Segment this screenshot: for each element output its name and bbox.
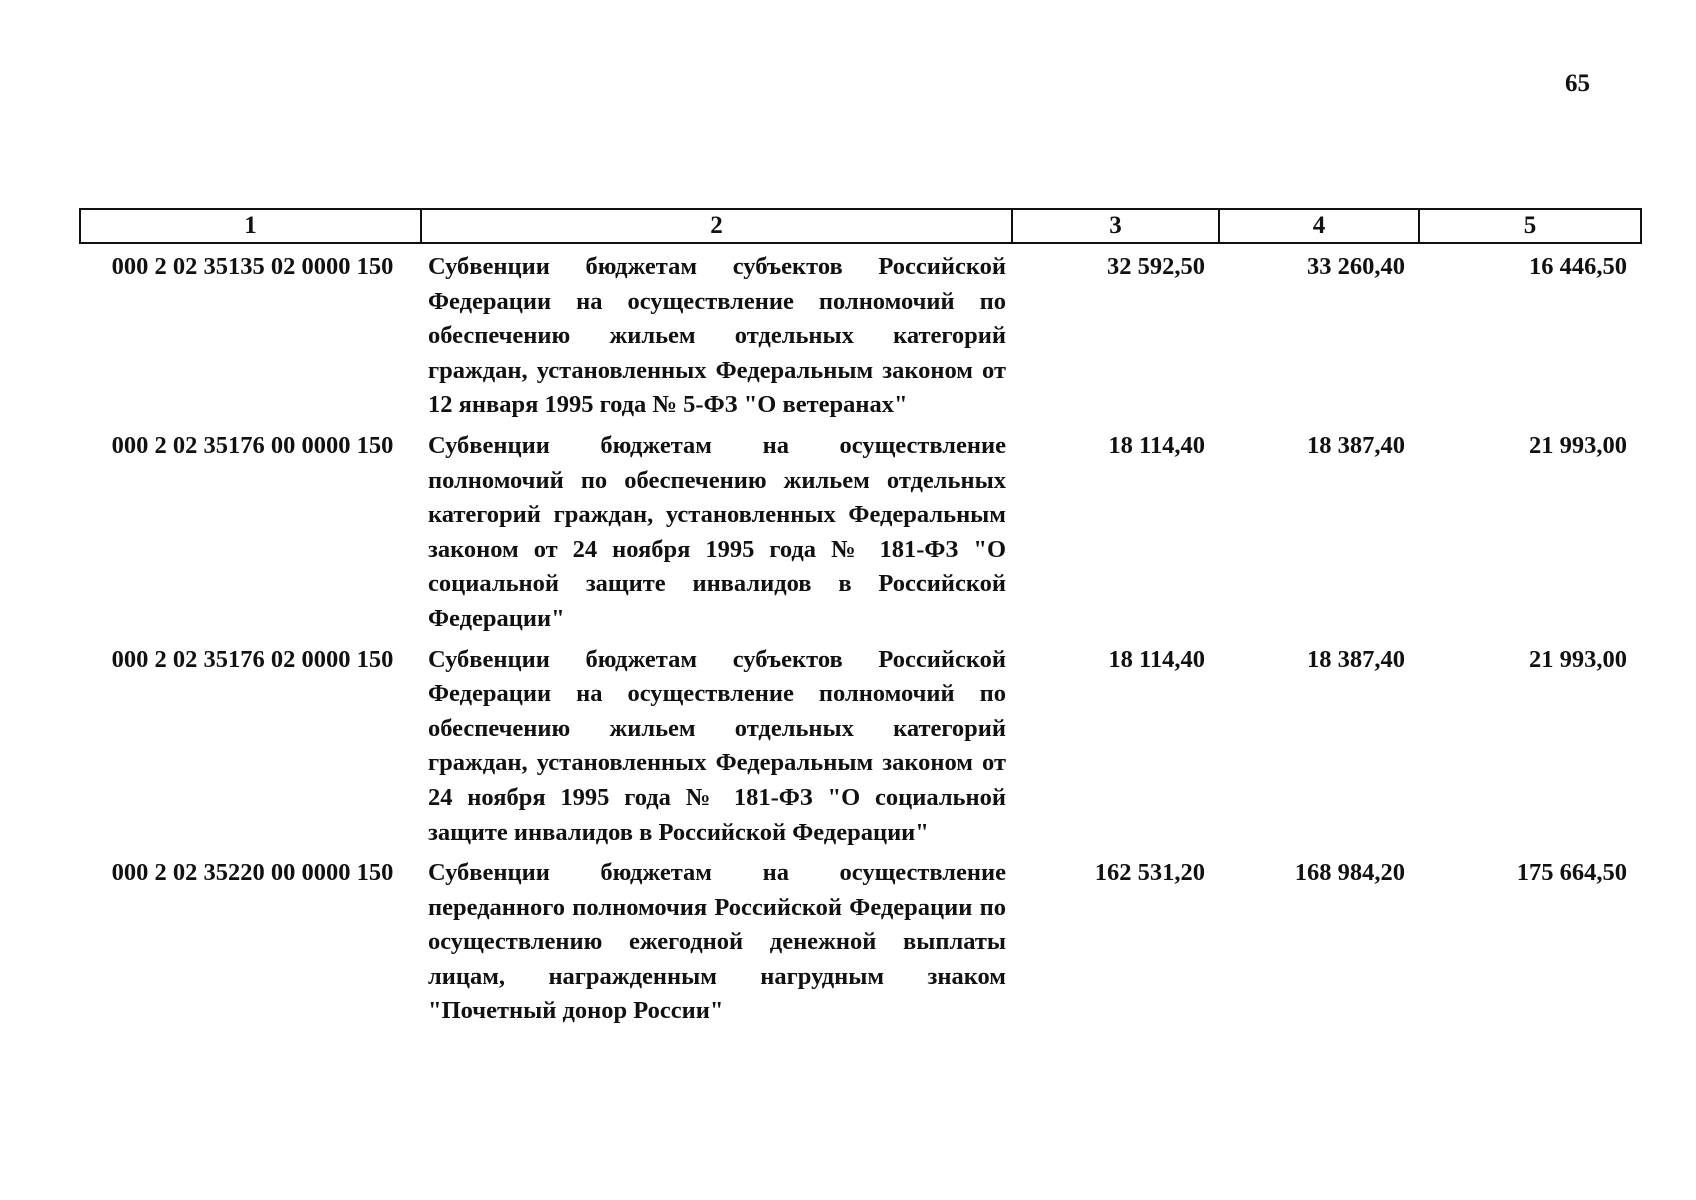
table-row	[80, 637, 1641, 851]
header-col-2: 2	[421, 209, 1012, 243]
table-body	[80, 243, 1641, 1029]
value-col-5: 21 993,00	[1529, 431, 1627, 459]
header-col-4: 4	[1219, 209, 1419, 243]
page-number: 65	[1565, 70, 1590, 97]
budget-table	[79, 208, 1642, 1029]
header-col-1: 1	[80, 209, 421, 243]
value-col-5: 16 446,50	[1529, 253, 1627, 280]
header-col-3: 3	[1012, 209, 1219, 243]
value-col-5: 21 993,00	[1529, 645, 1627, 673]
description: Субвенции бюджетам на осуществление полномочий по обеспечению жильем отдельных категорий граждан, установленных Федеральным законом от 24 ноября 1995 года № 181-ФЗ "О социальной защите инвалидов в Российской Федерации"	[428, 431, 1006, 632]
value-col-3: 162 531,20	[1094, 859, 1205, 887]
value-col-4: 168 984,20	[1294, 859, 1405, 887]
description: Субвенции бюджетам субъектов Российской Федерации на осуществление полномочий по обеспечению жильем отдельных категорий граждан, установленных Федеральным законом от 24 ноября 1995 года № 181-ФЗ "О социальной защите инвалидов в Российской Федерации"	[428, 645, 1006, 846]
table-header	[80, 209, 1641, 243]
description: Субвенции бюджетам на осуществление переданного полномочия Российской Федерации по осуществлению ежегодной денежной выплаты лицам, награжденным нагрудным знаком "Почетный донор России"	[428, 859, 1006, 1025]
header-row	[80, 209, 1641, 243]
header-col-5: 5	[1419, 209, 1641, 243]
budget-code: 000 2 02 35176 00 0000 150	[111, 431, 394, 459]
table-row	[80, 243, 1641, 423]
value-col-3: 18 114,40	[1108, 645, 1205, 673]
table-row	[80, 423, 1641, 637]
value-col-4: 18 387,40	[1307, 645, 1405, 673]
value-col-3: 18 114,40	[1108, 431, 1205, 459]
budget-code: 000 2 02 35135 02 0000 150	[111, 253, 394, 280]
value-col-3: 32 592,50	[1107, 253, 1205, 280]
value-col-5: 175 664,50	[1516, 859, 1627, 887]
value-col-4: 18 387,40	[1307, 431, 1405, 459]
table-row	[80, 850, 1641, 1029]
budget-code: 000 2 02 35220 00 0000 150	[111, 859, 394, 887]
value-col-4: 33 260,40	[1307, 253, 1405, 280]
description: Субвенции бюджетам субъектов Российской Федерации на осуществление полномочий по обеспечению жильем отдельных категорий граждан, установленных Федеральным законом от 12 января 1995 года № 5-ФЗ "О ветеранах"	[428, 253, 1006, 419]
budget-code: 000 2 02 35176 02 0000 150	[111, 645, 394, 673]
